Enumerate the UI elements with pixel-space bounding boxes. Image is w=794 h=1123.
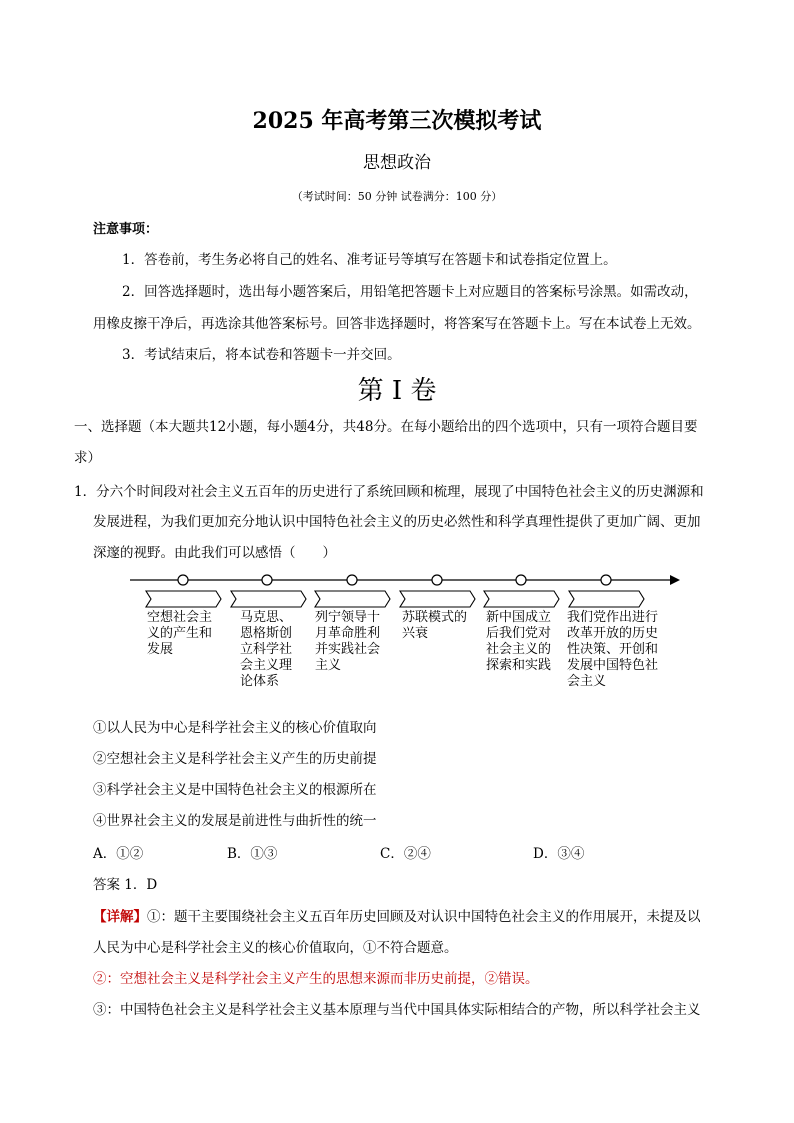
timeline-node: [516, 575, 526, 585]
notice-item-1: 1．答卷前，考生务必将自己的姓名、准考证号等填写在答题卡和试卷指定位置上。: [122, 252, 617, 268]
section-instruction-cont: 求）: [74, 450, 101, 466]
timeline-stage-6: 我们党作出进行改革开放的历史性决策、开创和发展中国特色社会主义: [567, 610, 659, 689]
option-c[interactable]: C．②④: [380, 846, 431, 862]
stage-arrow: [400, 591, 475, 607]
detail-line-3: ②：空想社会主义是科学社会主义产生的思想来源而非历史前提，②错误。: [93, 971, 539, 987]
detail-line-4: ③：中国特色社会主义是科学社会主义基本原理与当代中国具体实际相结合的产物，所以科学社会主义: [93, 1002, 701, 1018]
timeline-node: [432, 575, 442, 585]
subject-title: 思想政治: [363, 153, 431, 173]
option-b[interactable]: B．①③: [227, 846, 278, 862]
notice-item-2: 2．回答选择题时，选出每小题答案后，用铅笔把答题卡上对应题目的答案标号涂黑。如需改动，: [122, 284, 698, 300]
notice-item-2-cont: 用橡皮擦干净后，再选涂其他答案标号。回答非选择题时，将答案写在答题卡上。写在本试卷上无效。: [93, 316, 701, 332]
stage-arrow: [484, 591, 559, 607]
detail-label: 【详解】: [93, 909, 147, 925]
section-instruction: 一、选择题（本大题共12小题，每小题4分，共48分。在每小题给出的四个选项中，只有一项符合题目要: [74, 419, 698, 435]
timeline-stage-1: 空想社会主义的产生和发展: [147, 610, 213, 657]
option-d[interactable]: D．③④: [533, 846, 585, 862]
notice-item-3: 3．考试结束后，将本试卷和答题卡一并交回。: [122, 347, 401, 363]
exam-info: （考试时间：50 分钟 试卷满分：100 分）: [291, 190, 503, 203]
statement-2: ②空想社会主义是科学社会主义产生的历史前提: [93, 751, 377, 767]
timeline-stage-2: 马克思、恩格斯创立科学社会主义理论体系: [240, 610, 293, 689]
notice-heading: 注意事项：: [93, 222, 159, 237]
answer-line: 答案 1．D: [93, 877, 158, 893]
timeline-stage-5: 新中国成立后我们党对社会主义的探索和实践: [486, 610, 552, 673]
section-title: 第 I 卷: [357, 376, 437, 406]
stage-arrow: [569, 591, 644, 607]
timeline-node: [347, 575, 357, 585]
detail-text-1: ①：题干主要围绕社会主义五百年历史回顾及对认识中国特色社会主义的作用展开，未提及以: [147, 909, 701, 925]
timeline-node: [262, 575, 272, 585]
timeline-node: [601, 575, 611, 585]
question-stem-line2: 发展进程，为我们更加充分地认识中国特色社会主义的历史必然性和科学真理性提供了更加广阔、更加: [93, 514, 701, 530]
detail-line-1: [93, 905, 701, 925]
detail-line-2: 人民为中心是科学社会主义的核心价值取向，①不符合题意。: [93, 940, 458, 956]
timeline-stage-4: 苏联模式的兴衰: [402, 610, 468, 641]
question-stem-line3: 深邃的视野。由此我们可以感悟（ ）: [93, 545, 336, 561]
timeline-stage-3: 列宁领导十月革命胜利并实践社会主义: [315, 610, 381, 673]
question-stem: 1．分六个时间段对社会主义五百年的历史进行了系统回顾和梳理，展现了中国特色社会主义的历史渊源和: [74, 484, 704, 500]
stage-arrow: [146, 591, 221, 607]
option-a[interactable]: A．①②: [93, 846, 144, 862]
stage-arrow: [315, 591, 390, 607]
timeline-arrowhead: [670, 575, 680, 585]
stage-arrow: [231, 591, 306, 607]
statement-1: ①以人民为中心是科学社会主义的核心价值取向: [93, 720, 377, 736]
statement-4: ④世界社会主义的发展是前进性与曲折性的统一: [93, 813, 377, 829]
timeline-node: [178, 575, 188, 585]
exam-title: 2025 年高考第三次模拟考试: [252, 108, 542, 134]
statement-3: ③科学社会主义是中国特色社会主义的根源所在: [93, 782, 377, 798]
